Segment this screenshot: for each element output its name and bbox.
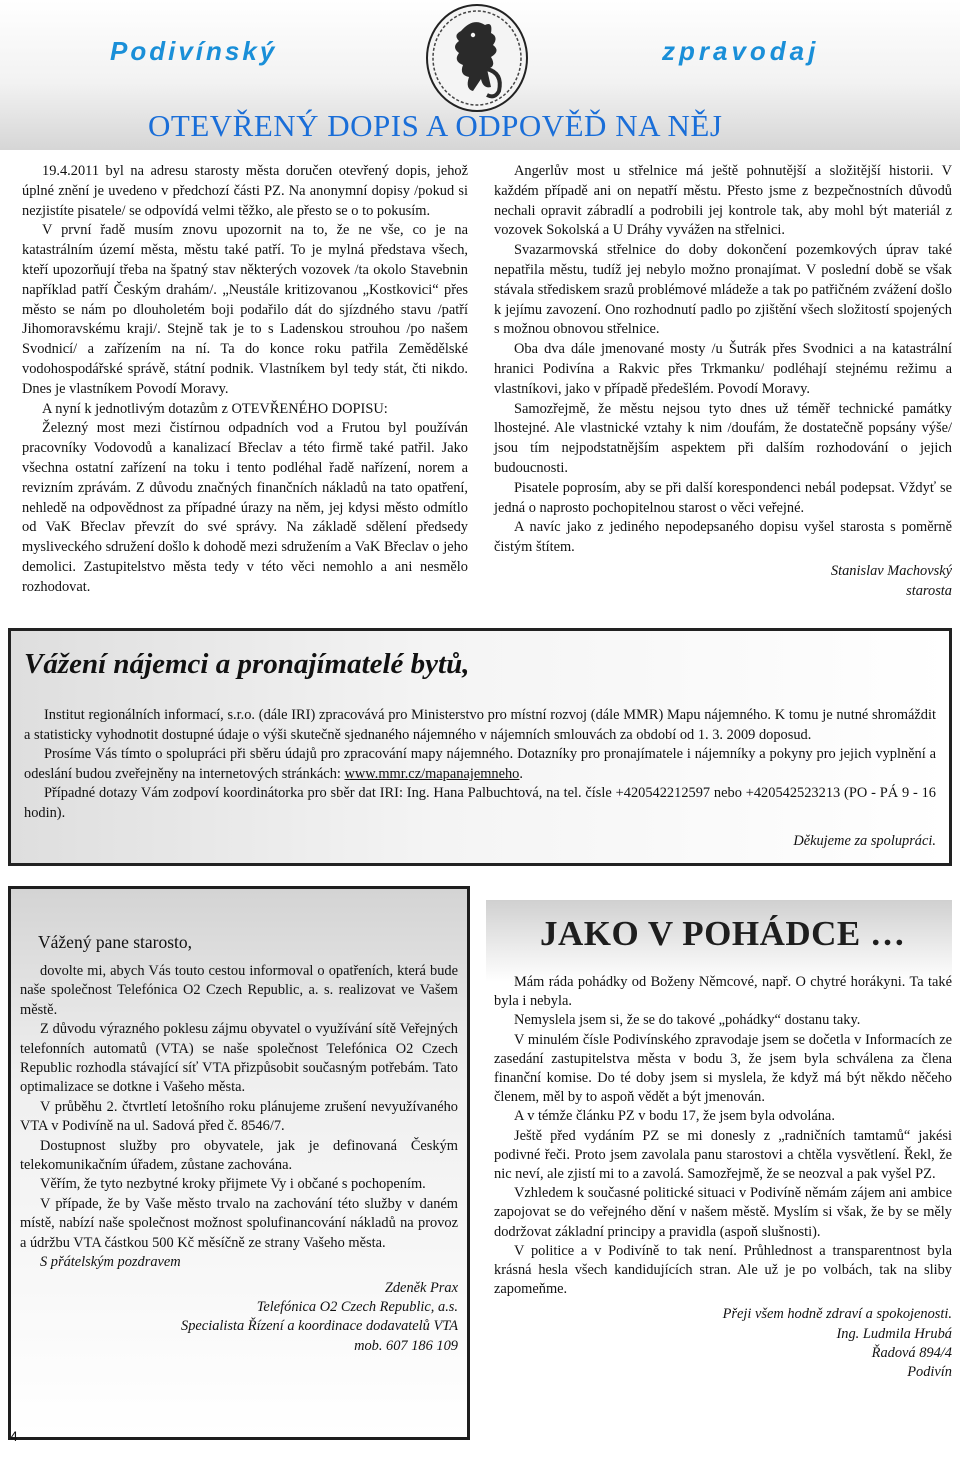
article-title: OTEVŘENÝ DOPIS A ODPOVĚĎ NA NĚJ	[148, 108, 723, 143]
article-signature-name: Stanislav Machovský	[830, 562, 952, 579]
article-left-column	[22, 162, 468, 598]
letter-sign-name: Zdeněk Prax	[384, 1279, 458, 1296]
letter-paragraph: V případe, že by Vaše město trvalo na zachování této služby v daném místě, nabízí naše společnost možnost spolufinancování nákladů na provoz a údržbu VTA částkou 500 Kč měsíčně ze strany Vašeho města.	[20, 1195, 458, 1251]
fairy-paragraph: V minulém čísle Podivínského zpravodaje jsem se dočetla v Informacích ze zasedání zastupitelstva města v bodu 3, že jsem byla schválena za člena finanční komise. Do té doby jsem si myslela, že když má být někdo něčeho členem, měl by to aspoň vědět a být jmenován.	[494, 1031, 952, 1106]
fairy-paragraph: V politice a v Podivíně to tak není. Průhlednost a transparentnost byla krásná hesla všech kandidujících stran. Ale už je po volbách, tak na sliby zapomeňme.	[494, 1242, 952, 1298]
fairy-paragraph: Ještě před vydáním PZ se mi donesly z „radničních tamtamů“ jakési podivné řeči. Proto jsem zavolala panu starostovi a chtěla vysvětlení. Řekl, že nic neví, ale zjistí mi to a zavolá. Samozřejmě, že se neozval a pak vyšel PZ.	[494, 1127, 952, 1183]
lion-crest-icon	[425, 3, 529, 113]
article-paragraph: A nyní k jednotlivým dotazům z OTEVŘENÉHO DOPISU:	[42, 400, 388, 417]
notice-text: Prosíme Vás tímto o spolupráci při sběru údajů pro zpracování mapy nájemného. Dotazníky pro pronajímatele i nájemníky a pokyny pro jejich vyplnění a odeslání budou zveřejněny na internetových stránkách:	[24, 746, 936, 782]
letter-paragraph: Z důvodu výrazného poklesu zájmu obyvatel o využívání sítě Veřejných telefonních automatů (VTA) se naše společnost Telefónica O2 Czech Republic rozhodla stávající síť VTA přizpůsobit současným potřebám. Tato optimalizace se dotkne i Vašeho města.	[20, 1021, 458, 1096]
letter-paragraph: V průběhu 2. čtvrtletí letošního roku plánujeme zrušení nevyužívaného VTA v Podivíně na ul. Sadová před č. 8546/7.	[20, 1098, 458, 1135]
article-paragraph: Svazarmovská střelnice do doby dokončení pozemkových úprav také nepatřila městu, tudíž jej nebylo možno pronajímat. V poslední době se však stávala střediskem srazů problémové mládeže a tak po patřičném zvážení došlo k jejímu zavození. Ono rozhodnutí padlo po zjištění všech složitostí spojených s možnou obnovou střelnice.	[494, 242, 952, 338]
notice-paragraph: Institut regionálních informací, s.r.o. (dále IRI) zpracovává pro Ministerstvo pro místní rozvoj (dále MMR) Mapu nájemného. K tomu je nutné shromáždit a statisticky vyhodnotit dostupné údaje o výši skutečně sjednaného nájemného v nájemních smlouvách za období od 1. 3. 2009 doposud.	[24, 707, 936, 743]
article-paragraph: Železný most mezi čistírnou odpadních vod a Frutou byl používán pracovníky Vodovodů a kanalizací Břeclav a této firmě také patřil. Jako všechna ostatní zařízení na toku i tento podléhal řadě nařízení, norem a revizním zprávám. Z důvodu značných finančních nákladů na tato opatření, nehledě na odpovědnost za případné úrazy na něm, jej kdysi město odmítlo od VaK Břeclav převzít do své správy. Na základě sdělení předsedy mysliveckého sdružení došlo k dohodě mezi sdružením a VaK Břeclav o jeho demolici. Zastupitelstvo města tedy v této věci nemohlo a ani nesmělo rozhodovat.	[22, 420, 468, 595]
letter-paragraph: Dostupnost služby pro obyvatele, jak je definovaná Českým telekomunikačním úřadem, zůstane zachována.	[20, 1137, 458, 1174]
fairy-paragraph: Mám ráda pohádky od Boženy Němcové, např. O chytré horákyni. Ta také byla i nebyla.	[494, 974, 952, 1010]
article-signature-role: starosta	[906, 582, 952, 599]
fairy-paragraph: A v témže článku PZ v bodu 17, že jsem byla odvolána.	[514, 1108, 835, 1125]
article-paragraph: A navíc jako z jediného nepodepsaného dopisu vyšel starosta s poměrně čistým štítem.	[494, 519, 952, 556]
letter-sign-phone: mob. 607 186 109	[354, 1337, 458, 1354]
fairy-wish: Přeji všem hodně zdraví a spokojenosti.	[722, 1306, 952, 1323]
fairy-sign-street: Řadová 894/4	[871, 1344, 952, 1361]
rent-notice-body	[24, 706, 936, 851]
letter-paragraph: Věřím, že tyto nezbytné kroky přijmete Vy i občané s pochopením.	[40, 1176, 426, 1193]
rent-notice-title: Vážení nájemci a pronajímatelé bytů,	[24, 648, 470, 680]
letter-body	[20, 962, 458, 1356]
fairy-sign-name: Ing. Ludmila Hrubá	[836, 1325, 952, 1342]
letter-greeting: Vážený pane starosto,	[38, 932, 193, 952]
article-paragraph: Samozřejmě, že městu nejsou tyto dnes už téměř technické památky lhostejné. Ale vlastnické vztahy k nim /doufám, že dostatečně popsány výše/ jsou tím nejpodstatnějším aspektem při dalším rozhodování o jejich budoucnosti.	[494, 400, 952, 476]
letter-closing: S přátelským pozdravem	[40, 1254, 181, 1271]
fairy-paragraph: Nemyslela jsem si, že se do takové „pohádky“ dostanu taky.	[514, 1012, 861, 1029]
article-paragraph: Angerlův most u střelnice má ještě pohnutější a složitější historii. V každém případě ani on nepatří městu. Přesto jsme z bezpečnostních důvodů nechali opravit zábradlí a podrobili jej kontrole tak, aby mohl být materiál z vozovek Sokolská a U Dráhy vyvážen na střelnici.	[494, 163, 952, 239]
notice-paragraph	[24, 745, 936, 784]
notice-paragraph: Případné dotazy Vám zodpoví koordinátorka pro sběr dat IRI: Ing. Hana Palbuchtová, na tel. čísle +420542212597 nebo +420542523213 (PO - PÁ 9 - 16 hodin).	[24, 785, 936, 821]
article-paragraph: Oba dva dále jmenované mosty /u Šutrák přes Svodnici a na katastrální hranici Podivína a Rakvic přes Trkmanku/ podléhají stejnému režimu a vlastníkovi, jako v případě předešlém. Povodí Moravy.	[494, 341, 952, 397]
article-paragraph: 19.4.2011 byl na adresu starosty města doručen otevřený dopis, jehož úplné znění je uvedeno v předchozí části PZ. Na anonymní dopisy /pokud si nezjistíte pisatele/ se odpovídá velmi těžko, ale přesto se o to pokusím.	[22, 163, 468, 219]
masthead-right: zpravodaj	[662, 36, 820, 66]
mapa-najemneho-link[interactable]: www.mmr.cz/mapanajemneho	[344, 765, 520, 782]
letter-sign-company: Telefónica O2 Czech Republic, a.s.	[256, 1298, 458, 1315]
article-right-column	[494, 162, 952, 602]
article-paragraph: V první řadě musím znovu upozornit na to, že ne vše, co je na katastrálním území města, městu také patří. To je mylná představa všech, kteří upozorňují třeba na špatný stav některých vozovek /ta okolo Stavebnin například patří Českým drahám/. „Neustále kritizovanou „Kostkovici“ přes město se nám po dlouholetém boji podařilo dát do sjízdného stavu /patří Jihomoravskému kraji/. Stejně tak je to s Ladenskou strouhou /po našem Svodnicí/ a zařízením na ní. Ta do konce roku patřila Zemědělské vodohospodářské správě, státní podnik. Vlastníkem byl tedy stát, čti nikdo. Dnes je vlastníkem Povodí Moravy.	[22, 222, 468, 397]
letter-paragraph: dovolte mi, abych Vás touto cestou informoval o opatřeních, která bude naše společnost Telefónica O2 Czech Republic, a. s. realizovat ve Vašem městě.	[20, 963, 458, 1018]
fairy-sign-town: Podivín	[907, 1364, 952, 1381]
letter-sign-role: Specialista Řízení a koordinace dodavatelů VTA	[181, 1318, 458, 1335]
fairy-paragraph: Vzhledem k současné politické situaci v Podivíně němám zájem ani ambice zapojovat se do veřejného dění v našem městě. Myslím si však, že by se měly dodržovat základní principy a pravidla (aspoň slušnosti).	[494, 1185, 952, 1240]
page-number: 4	[10, 1428, 18, 1444]
fairy-title: JAKO V POHÁDCE …	[540, 914, 906, 953]
article-paragraph: Pisatele poprosím, aby se při další korespondenci nebál podepsat. Vždyť se jedná o naprosto pochopitelnou starost o věci veřejné.	[494, 479, 952, 516]
fairy-body	[494, 973, 952, 1382]
notice-thanks: Děkujeme za spolupráci.	[793, 832, 936, 849]
masthead-left: Podivínský	[110, 36, 278, 66]
notice-text: .	[519, 765, 523, 782]
